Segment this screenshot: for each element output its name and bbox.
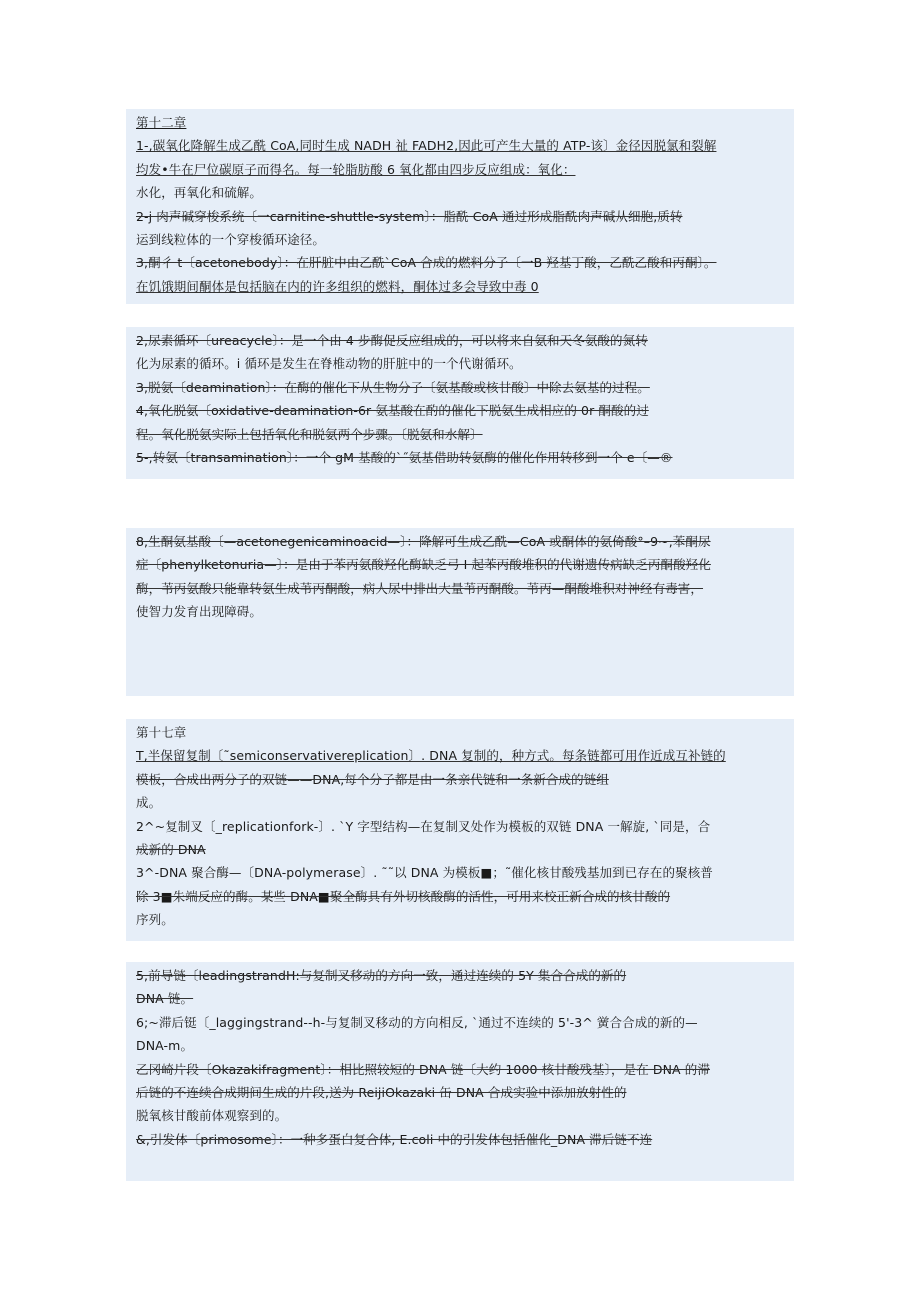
text-line: 1-,碳氧化降解生成乙酰 CoA,同时生成 NADH 祉 FADH2,因此可产生大量的 ATP-该〕金径因脱氯和裂解	[136, 138, 717, 154]
text-line: 序列。	[136, 912, 174, 928]
text-line: 2,尿素循环〔ureacycle〕：是一个由 4 步酶促反应组成的，可以将来自氨和天冬氨酸的氮转	[136, 333, 648, 348]
text-line: 后链的不连续合成期间生成的片段,送为 ReijiOkazaki 缶 DNA 合成实验中添加放射性的	[136, 1085, 627, 1101]
text-line: T,半保留复制〔˜semiconservativereplication〕. DNA 复制的，种方式。每条链都可用作近成互补链的	[136, 748, 726, 764]
text-line: 8,生酮氨基酸〔—acetonegenicaminoacid—〕：降解可生成乙酰—CoA 或酮体的氨倚酸°–9~,苯酮尿	[136, 534, 711, 549]
text-line: 5,前导链〔leadingstrandH:与复制叉移动的方向一致，通过连续的 5Y 集合合成的新的	[136, 968, 627, 983]
text-line: 除 3■朱端反应的酶。某些 DNA■聚全酶具有外切核酸酶的活性，可用来校正新合成的核甘酸的	[136, 888, 671, 904]
text-line: 3,酮彳 t〔acetonebody〕：在肝脏中由乙酰`CoA 合成的燃料分子〔一B 羟基丁酸，乙酰乙酸和丙酮〕。	[136, 255, 717, 271]
section-heading: 第十七章	[136, 725, 187, 740]
text-line: 程。氧化脱氨实际上包括氧化和脱氨两个步骤。〔脱氨和水解〕	[136, 426, 483, 442]
text-line: 4,氧化脱氨〔oxidative-deamination-6r 氨基酸在酌的催化下脱氨生成相应的 0r 酮酸的过	[136, 403, 649, 419]
text-line: 水化，再氧化和硫解。	[136, 185, 263, 201]
text-block-4	[126, 719, 794, 941]
text-block-5	[126, 962, 794, 1181]
text-line: 运到线粒体的一个穿梭循环途径。	[136, 232, 326, 248]
text-line: 3^-DNA 聚合酶—〔DNA-polymerase〕. ˜˜以 DNA 为模板■；˜催化核甘酸残基加到已存在的聚核普	[136, 865, 713, 881]
text-line: DNA-m。	[136, 1038, 194, 1054]
text-line: 脱氧核甘酸前体观察到的。	[136, 1108, 288, 1124]
text-line: 均发•牛在尸位碳原子而得名。每一轮脂肪酸 6 氧化都由四步反应组成：氧化：	[136, 161, 576, 177]
text-line: 化为尿素的循环。i 循环是发生在脊椎动物的肝脏中的一个代谢循环。	[136, 356, 522, 372]
text-line: 乙冈崎片段〔Okazakifragment〕：相比照较短的 DNA 链〔大约 1000 核甘酸残基〕，是在 DNA 的滞	[136, 1061, 710, 1077]
text-block-1	[126, 109, 794, 304]
text-line: 成新的 DNA	[136, 842, 206, 858]
text-line: 5-,转氨〔transamination〕：一个 gM 基酸的`˝氨基借助转氨酶的催化作用转移到一个 e〔—®	[136, 450, 673, 466]
text-line: DNA 链。	[136, 991, 194, 1007]
text-line: 在饥饿期间酮体是包括脑在内的许多组织的燃料，酮体过多会导致中毒 0	[136, 278, 539, 294]
text-block-2	[126, 327, 794, 479]
text-line: 成。	[136, 795, 162, 811]
text-line: 2-j 肉声碱穿梭系统〔一carnitine-shuttle-system〕：脂酰 CoA 通过形成脂酰肉声碱从细胞,质转	[136, 208, 683, 224]
text-line: 模板，合成出两分子的双链——DNA,每个分子都是由一条亲代链和一条新合成的链组	[136, 771, 609, 787]
text-line: 6;~滞后铤〔_laggingstrand--h-与复制叉移动的方向相反, `通过不连续的 5'-3^ 黉合合成的新的—	[136, 1014, 698, 1030]
text-line: 症〔phenylketonuria—〕：是由于苯丙氨酸羟化酶缺乏弓 I 起苯丙酸堆积的代谢遗传病缺乏丙酮酸羟化	[136, 557, 711, 573]
text-line: 酶，苇丙氨酸只能靠转氨生成苇丙酮酸，病人尿中排出大量苇丙酮酸。苇丙—酮酸堆积对神经有毒害，	[136, 580, 704, 596]
text-line: 第十二章	[136, 115, 187, 130]
text-line: 使智力发育出现障碍。	[136, 604, 263, 620]
text-line: 2^~复制叉〔_replicationfork-〕. `Y 字型结构—在复制叉处作为模板的双链 DNA 一解旋, `同是，合	[136, 818, 711, 834]
text-line: 3,脱氨〔deamination〕：在酶的催化下从生物分子〔氨基酸或核甘酸〕中除去氨基的过程。	[136, 379, 650, 395]
text-line: &,引发体〔primosome〕：一种多蛋白复合体, E.coli 中的引发体包括催化_DNA 滞后链不连	[136, 1131, 653, 1147]
text-block-3	[126, 528, 794, 696]
